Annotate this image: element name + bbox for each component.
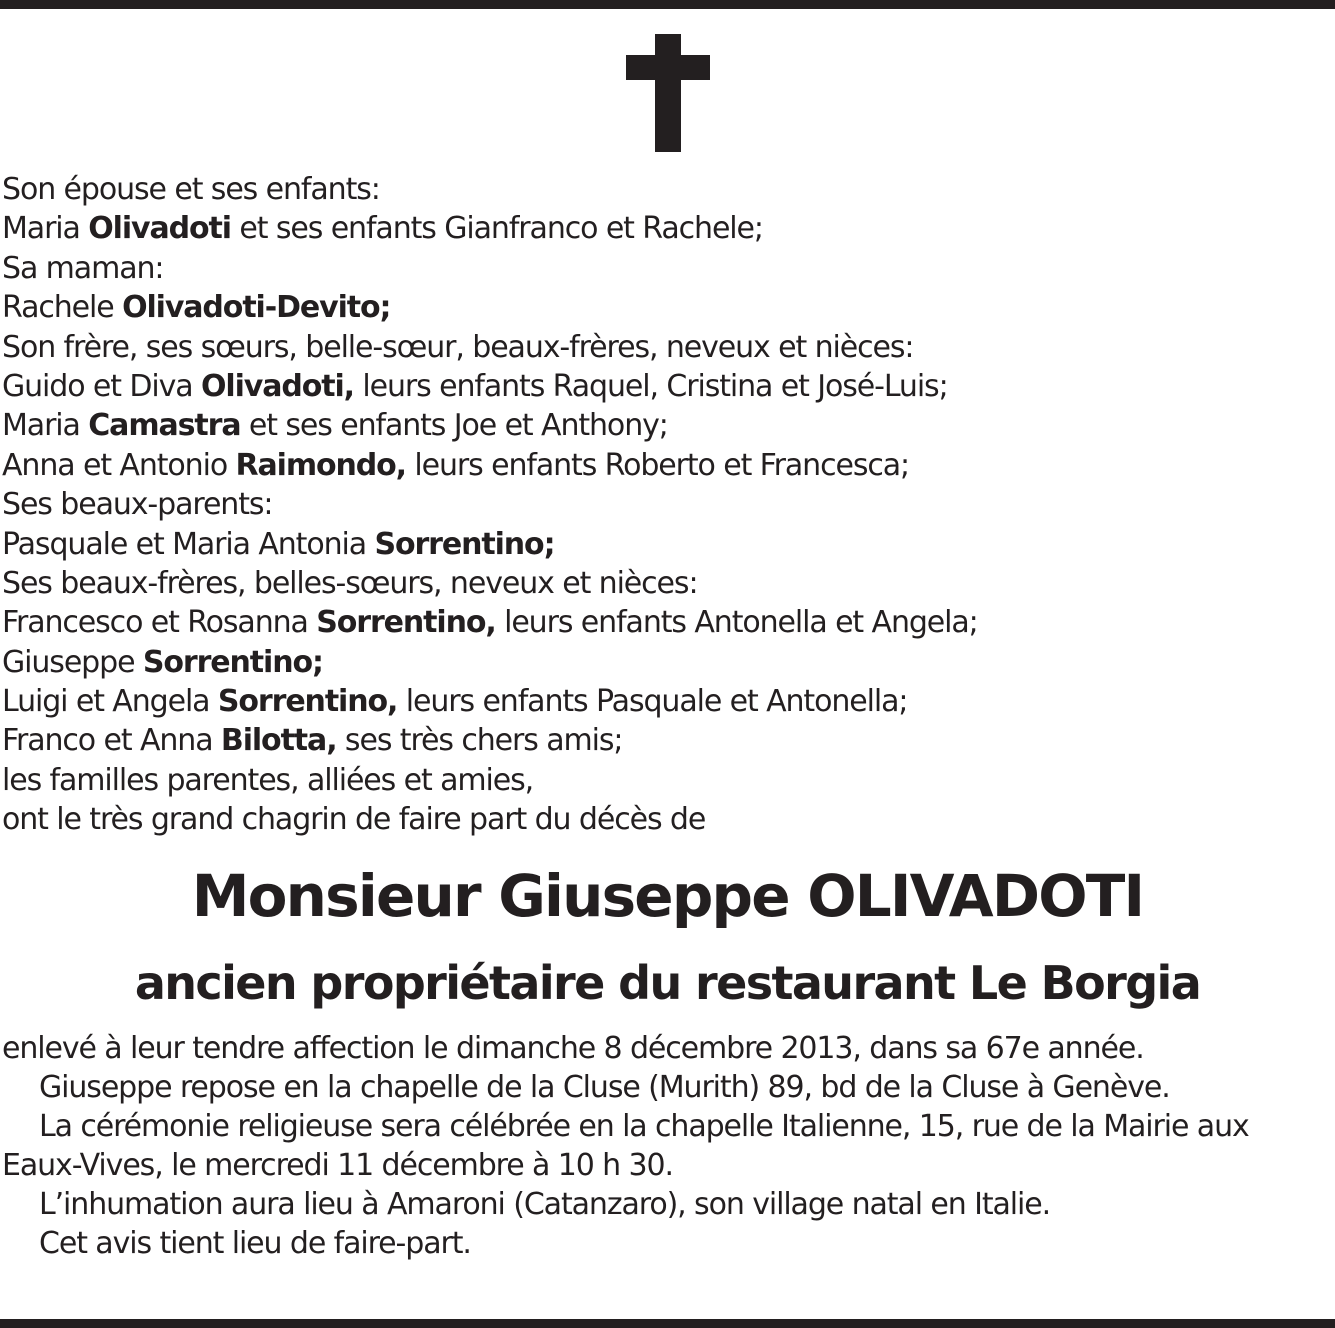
notice-line: Giuseppe repose en la chapelle de la Cluse (Murith) 89, bd de la Cluse à Genève.	[39, 1070, 1170, 1105]
family-line	[2, 761, 1332, 800]
family-line	[2, 800, 1332, 839]
family-text: Maria	[2, 408, 89, 444]
family-text: Maria	[2, 211, 89, 247]
family-line	[2, 643, 1332, 682]
family-text: et ses enfants Joe et Anthony;	[240, 408, 668, 444]
family-text: Rachele	[2, 290, 123, 326]
top-border-rule	[0, 0, 1335, 9]
family-text: Ses beaux-parents:	[2, 487, 273, 523]
family-text: Giuseppe	[2, 644, 143, 680]
family-text: les familles parentes, alliées et amies,	[2, 762, 534, 798]
family-text: Anna et Antonio	[2, 447, 236, 483]
family-surname: Raimondo,	[235, 447, 406, 483]
family-line	[2, 249, 1332, 288]
family-surname: Olivadoti,	[201, 368, 354, 404]
family-text: Ses beaux-frères, belles-sœurs, neveux et nièces:	[2, 565, 698, 601]
family-text: leurs enfants Antonella et Angela;	[495, 605, 978, 641]
family-surname: Olivadoti	[88, 211, 231, 247]
family-line	[2, 170, 1332, 209]
family-text: Guido et Diva	[2, 368, 201, 404]
family-line	[2, 288, 1332, 327]
family-line	[2, 603, 1332, 642]
notice-line: La cérémonie religieuse sera célébrée en la chapelle Italienne, 15, rue de la Mairie aux	[39, 1109, 1249, 1144]
notice-line: Eaux-Vives, le mercredi 11 décembre à 10 h 30.	[2, 1148, 673, 1183]
notice-line: enlevé à leur tendre affection le dimanche 8 décembre 2013, dans sa 67e année.	[2, 1031, 1144, 1066]
family-surname: Sorrentino,	[316, 605, 496, 641]
family-line	[2, 367, 1332, 406]
family-text: ses très chers amis;	[336, 723, 623, 759]
family-text: et ses enfants Gianfranco et Rachele;	[230, 211, 763, 247]
family-surname: Camastra	[88, 408, 241, 444]
family-line	[2, 721, 1332, 760]
family-text: leurs enfants Roberto et Francesca;	[405, 447, 910, 483]
family-surname: Olivadoti-Devito;	[122, 290, 391, 326]
deceased-name: Monsieur Giuseppe OLIVADOTI	[191, 862, 1144, 930]
notice-line: L’inhumation aura lieu à Amaroni (Catanzaro), son village natal en Italie.	[39, 1187, 1051, 1222]
family-text: Son frère, ses sœurs, belle-sœur, beaux-frères, neveux et nièces:	[2, 329, 914, 365]
family-line	[2, 564, 1332, 603]
family-text: leurs enfants Raquel, Cristina et José-Luis;	[353, 368, 948, 404]
family-text: leurs enfants Pasquale et Antonella;	[397, 684, 908, 720]
family-text: ont le très grand chagrin de faire part du décès de	[2, 802, 706, 838]
family-line	[2, 328, 1332, 367]
family-surname: Sorrentino;	[142, 644, 323, 680]
family-line	[2, 406, 1332, 445]
deceased-subtitle: ancien propriétaire du restaurant Le Borgia	[134, 956, 1201, 1010]
family-text: Francesco et Rosanna	[2, 605, 317, 641]
family-text: Franco et Anna	[2, 723, 221, 759]
notice-line: Cet avis tient lieu de faire-part.	[39, 1226, 471, 1261]
family-surname: Sorrentino,	[217, 684, 398, 720]
family-list	[2, 170, 1332, 840]
family-surname: Bilotta,	[220, 723, 337, 759]
family-line	[2, 682, 1332, 721]
bottom-border-rule	[0, 1319, 1335, 1328]
family-line	[2, 485, 1332, 524]
cross-icon	[626, 34, 710, 152]
family-line	[2, 209, 1332, 248]
notice-body	[2, 1029, 1335, 1263]
family-text: Pasquale et Maria Antonia	[2, 526, 375, 562]
family-text: Son épouse et ses enfants:	[2, 172, 380, 207]
family-surname: Sorrentino;	[374, 526, 555, 562]
family-text: Luigi et Angela	[2, 684, 218, 720]
family-line	[2, 525, 1332, 564]
family-text: Sa maman:	[2, 250, 164, 286]
family-line	[2, 446, 1332, 485]
